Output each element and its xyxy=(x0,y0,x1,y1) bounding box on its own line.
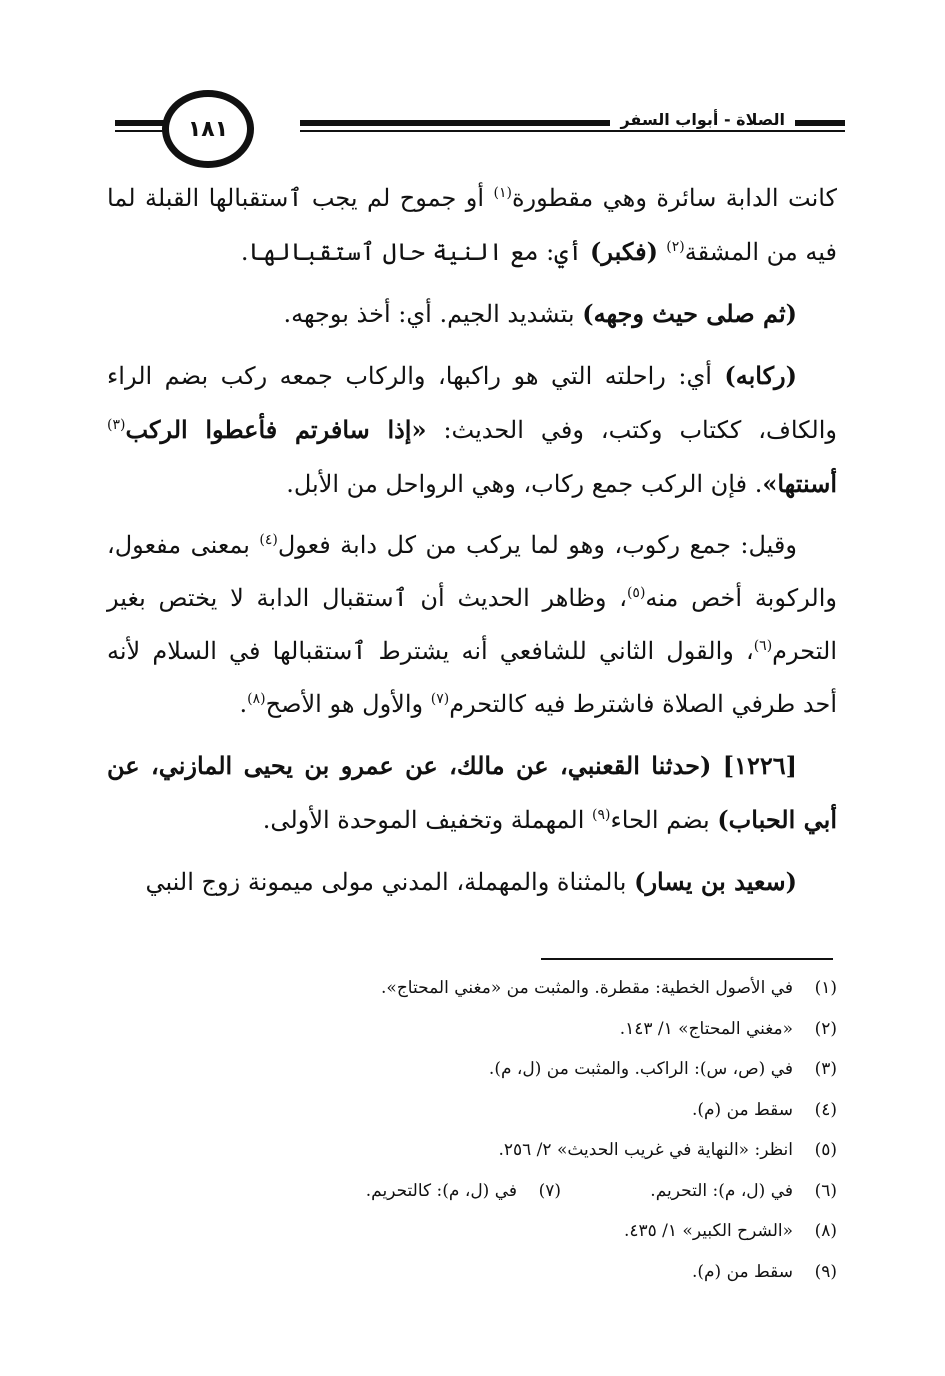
footnote-number: (٥) xyxy=(814,1140,837,1160)
footnote-text: في الأصول الخطية: مقطرة. والمثبت من «مغني المحتاج». xyxy=(381,978,793,998)
text-run: كانت الدابة سائرة وهي مقطورة xyxy=(511,184,837,212)
footnote-text: «مغني المحتاج» ١/ ١٤٣. xyxy=(619,1018,793,1039)
bold-phrase: (فكبر) xyxy=(590,237,667,266)
footnote-text: انظر: «النهاية في غريب الحديث» ٢/ ٢٥٦. xyxy=(498,1140,793,1160)
text-run: . xyxy=(239,690,248,718)
footnote-6-7 xyxy=(107,1171,837,1212)
running-title: الصلاة - أبواب السفر xyxy=(610,110,795,129)
footnote-ref[interactable]: (١) xyxy=(493,185,512,201)
bold-phrase: (ركابه) xyxy=(724,361,797,390)
footnote-number: (١) xyxy=(814,978,837,998)
footnote-ref[interactable]: (٥) xyxy=(626,585,646,601)
page-number-badge xyxy=(162,90,254,168)
footnote-ref[interactable]: (٧) xyxy=(430,691,450,707)
main-text xyxy=(107,172,837,917)
footnote-ref[interactable]: (٨) xyxy=(247,691,266,707)
paragraph-5 xyxy=(107,739,837,847)
footnote-number: (٦) xyxy=(814,1180,837,1201)
bold-phrase: (ثم صلى حيث وجهه) xyxy=(582,299,797,328)
footnote-number: (٢) xyxy=(814,1018,837,1039)
footnote-4 xyxy=(107,1090,837,1131)
text-run: المهملة وتخفيف الموحدة الأولى. xyxy=(262,806,593,834)
footnote-8 xyxy=(107,1211,837,1252)
footnote-3 xyxy=(107,1049,837,1090)
text-run: وقيل: جمع ركوب، وهو لما يركب من كل دابة فعول xyxy=(277,531,797,559)
footnote-number: (٤) xyxy=(814,1099,837,1120)
text-run: أي: مع النية حال ٱستقبالها. xyxy=(240,238,590,266)
footnote-text: سقط من (م). xyxy=(691,1261,793,1282)
footnote-separator xyxy=(541,958,833,960)
text-run: أو جموح لم يجب ٱستقبالها القبلة لما فيه من المشقة xyxy=(107,184,837,266)
paragraph-2 xyxy=(107,287,837,341)
text-run: بمعنى مفعول، والركوبة أخص منه xyxy=(107,531,838,612)
text-run: . فإن الركب جمع ركاب، وهي الرواحل من الأبل. xyxy=(286,470,763,498)
bold-phrase: (سعيد بن يسار) xyxy=(634,867,797,896)
text-run: بالمثناة والمهملة، المدني مولى ميمونة زوج النبي xyxy=(145,868,635,896)
footnote-5 xyxy=(107,1130,837,1171)
text-run: والأول هو الأصح xyxy=(265,690,431,718)
footnote-number: (٣) xyxy=(814,1059,837,1079)
footnote-ref[interactable]: (٦) xyxy=(753,638,773,654)
footnote-text: في (ل، م): التحريم. xyxy=(650,1180,793,1201)
text-run: بضم الحاء xyxy=(610,806,718,834)
footnote-ref[interactable]: (٩) xyxy=(592,807,611,823)
paragraph-4 xyxy=(107,519,837,731)
footnote-number: (٨) xyxy=(814,1221,837,1241)
footnote-number: (٧) xyxy=(538,1180,561,1201)
page-number: ١٨١ xyxy=(187,116,229,142)
page-header xyxy=(100,88,845,178)
footnote-ref[interactable]: (٣) xyxy=(107,417,126,433)
footnote-1 xyxy=(107,968,837,1009)
paragraph-6 xyxy=(107,855,837,909)
bold-phrase: أسنتها» xyxy=(762,469,837,498)
footnote-ref[interactable]: (٤) xyxy=(259,532,278,548)
footnote-number: (٩) xyxy=(814,1261,837,1282)
paragraph-1 xyxy=(107,172,837,279)
text-run: بتشديد الجيم. أي: أخذ بوجهه. xyxy=(283,300,583,328)
text-run: أي: راحلته التي هو راكبها، والركاب جمعه ركب بضم الراء والكاف، ككتاب وكتب، وفي الحديث: xyxy=(107,362,838,444)
footnotes xyxy=(107,968,837,1292)
footnote-9 xyxy=(107,1252,837,1293)
footnote-2 xyxy=(107,1009,837,1050)
footnote-text: سقط من (م). xyxy=(691,1099,793,1120)
footnote-text: في (ل، م): كالتحريم. xyxy=(365,1180,517,1201)
footnote-text: «الشرح الكبير» ١/ ٤٣٥. xyxy=(623,1221,793,1241)
footnote-ref[interactable]: (٢) xyxy=(666,239,685,255)
footnote-text: في (ص، س): الراكب. والمثبت من (ل، م). xyxy=(488,1059,793,1079)
text-run: ، والقول الثاني للشافعي أنه يشترط ٱستقبالها في السلام لأنه أحد طرفي الصلاة فاشترط فيه كالتحرم xyxy=(107,637,837,718)
header-rule-left xyxy=(115,120,165,136)
bold-phrase: «إذا سافرتم فأعطوا الركب xyxy=(125,415,427,444)
text-run: ، وظاهر الحديث أن ٱستقبال الدابة لا يختص بغير التحرم xyxy=(107,584,837,665)
paragraph-3 xyxy=(107,349,837,511)
bold-phrase: [١٢٢٦] (حدثنا القعنبي، عن مالك، عن عمرو بن يحيى المازني، عن أبي الحباب) xyxy=(107,751,837,834)
